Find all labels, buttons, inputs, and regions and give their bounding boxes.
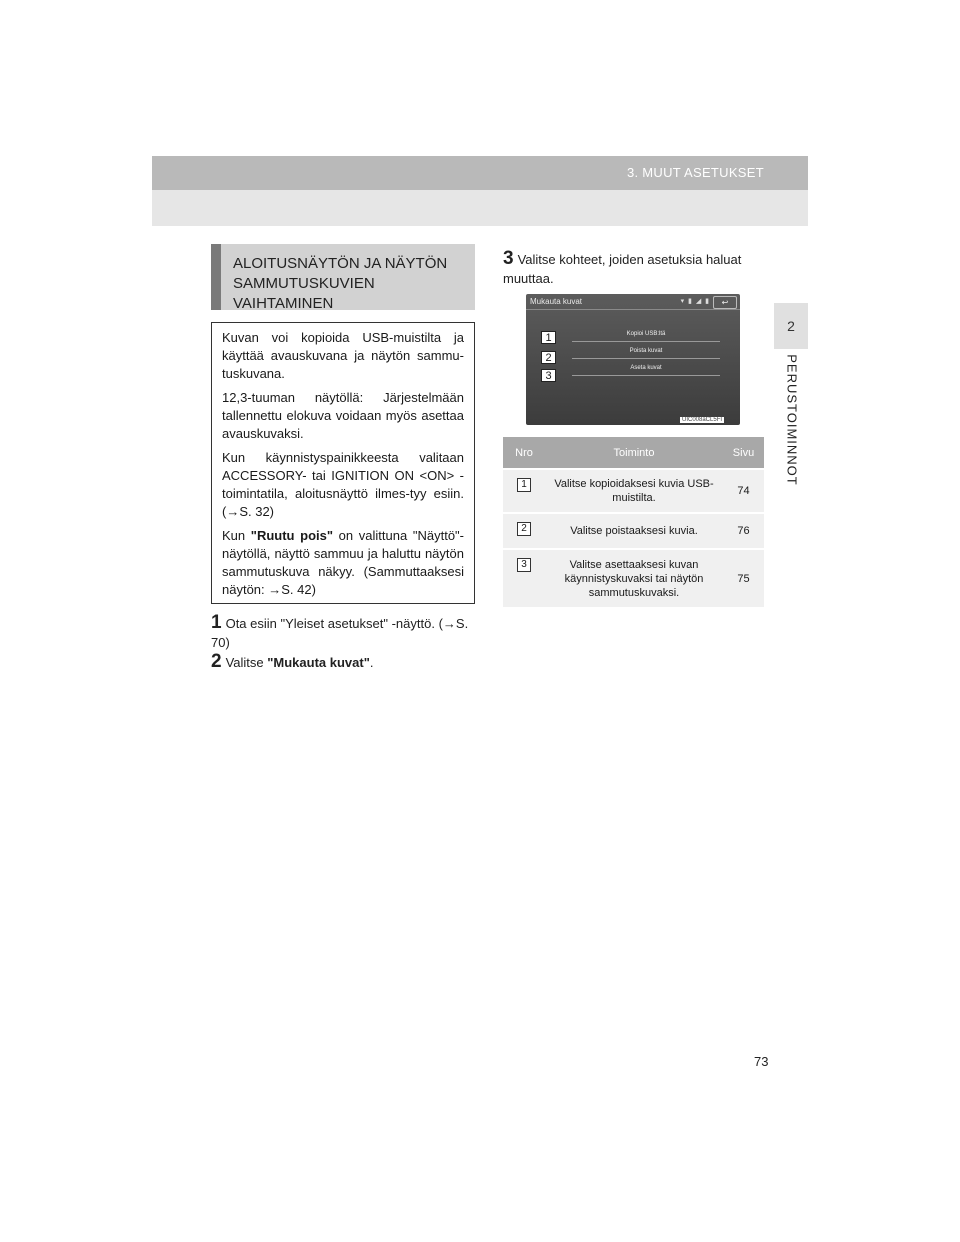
screen-illustration xyxy=(526,294,740,425)
row-page: 75 xyxy=(723,549,764,607)
callout-2: 2 xyxy=(541,351,556,364)
section-paragraph-4 xyxy=(222,527,464,599)
step-number: 2 xyxy=(211,651,222,672)
screen-item-set[interactable]: Aseta kuvat xyxy=(572,361,720,376)
step-2 xyxy=(211,652,477,672)
table-row xyxy=(503,469,764,513)
step-number: 1 xyxy=(211,612,222,633)
header-band xyxy=(152,156,808,190)
step-text: Ota esiin "Yleiset asetukset" -näyttö. (→S. 70) xyxy=(211,616,469,650)
row-desc: Valitse poistaaksesi kuvia. xyxy=(545,513,723,549)
function-table xyxy=(503,437,764,607)
table-header-nro: Nro xyxy=(503,437,545,469)
back-arrow-icon[interactable]: ↩ xyxy=(713,296,737,309)
table-header-toiminto: Toiminto xyxy=(545,437,723,469)
table-row xyxy=(503,549,764,607)
section-title: ALOITUSNÄYTÖN JA NÄYTÖN SAMMUTUSKUVIEN VAIHTAMINEN xyxy=(233,255,448,312)
row-desc: Valitse asettaaksesi kuvan käynnistyskuvaksi tai näytön sammutuskuvaksi. xyxy=(545,549,723,607)
section-header xyxy=(211,244,475,310)
section-paragraph-1: Kuvan voi kopioida USB-muistilta ja käyttää avauskuvana ja näytön sammu-tuskuvana. xyxy=(222,330,464,381)
row-number: 3 xyxy=(517,558,531,572)
screen-code: UIC008aCL5FI xyxy=(682,417,723,423)
chapter-tab xyxy=(774,303,808,349)
row-desc: Valitse kopioidaksesi kuvia USB-muistilta. xyxy=(545,469,723,513)
status-icons: ▾ ▮ ◢ ▮ xyxy=(680,298,710,305)
header-subband xyxy=(152,190,808,226)
chapter-label: PERUSTOIMINNOT xyxy=(784,354,800,486)
step-number: 3 xyxy=(503,248,514,269)
screen-divider xyxy=(526,309,740,310)
screen-item-copy[interactable]: Kopioi USB:ltä xyxy=(572,327,720,342)
row-number: 2 xyxy=(517,522,531,536)
section-header-bar xyxy=(211,244,221,310)
step-text: Valitse kohteet, joiden asetuksia haluat muuttaa. xyxy=(503,252,742,286)
step-3 xyxy=(503,249,765,288)
row-number: 1 xyxy=(517,478,531,492)
callout-3: 3 xyxy=(541,369,556,382)
callout-1: 1 xyxy=(541,331,556,344)
p4-pre: Kun xyxy=(222,528,251,543)
screen-title: Mukauta kuvat xyxy=(530,297,583,306)
p4-bold: "Ruutu pois" xyxy=(250,528,334,543)
step-bold: "Mukauta kuvat" xyxy=(267,655,370,670)
step-text: Valitse xyxy=(225,655,268,670)
screen-item-delete[interactable]: Poista kuvat xyxy=(572,344,720,359)
step-1 xyxy=(211,613,477,652)
row-page: 74 xyxy=(723,469,764,513)
table-header-sivu: Sivu xyxy=(723,437,764,469)
chapter-number: 2 xyxy=(787,318,795,334)
section-paragraph-2: 12,3-tuuman näytöllä: Järjestelmään tallennettu elokuva voidaan myös asettaa avauskuvaksi. xyxy=(222,390,464,441)
step-text: . xyxy=(369,655,374,670)
table-row xyxy=(503,513,764,549)
row-page: 76 xyxy=(723,513,764,549)
section-paragraph-3: Kun käynnistyspainikkeesta valitaan ACCESSORY- tai IGNITION ON <ON> -toimintatila, aloitusnäyttö ilmes-tyy esiin. (→S. 32) xyxy=(222,450,464,519)
p4-post: on valittuna "Näyttö"-näytöllä, näyttö sammuu ja haluttu näytön sammutuskuva näkyy. (Sammuttaaksesi näytön: →S. 42) xyxy=(222,528,464,597)
header-title: 3. MUUT ASETUKSET xyxy=(626,165,764,180)
page-number: 73 xyxy=(754,1054,769,1069)
section-box xyxy=(211,322,475,604)
